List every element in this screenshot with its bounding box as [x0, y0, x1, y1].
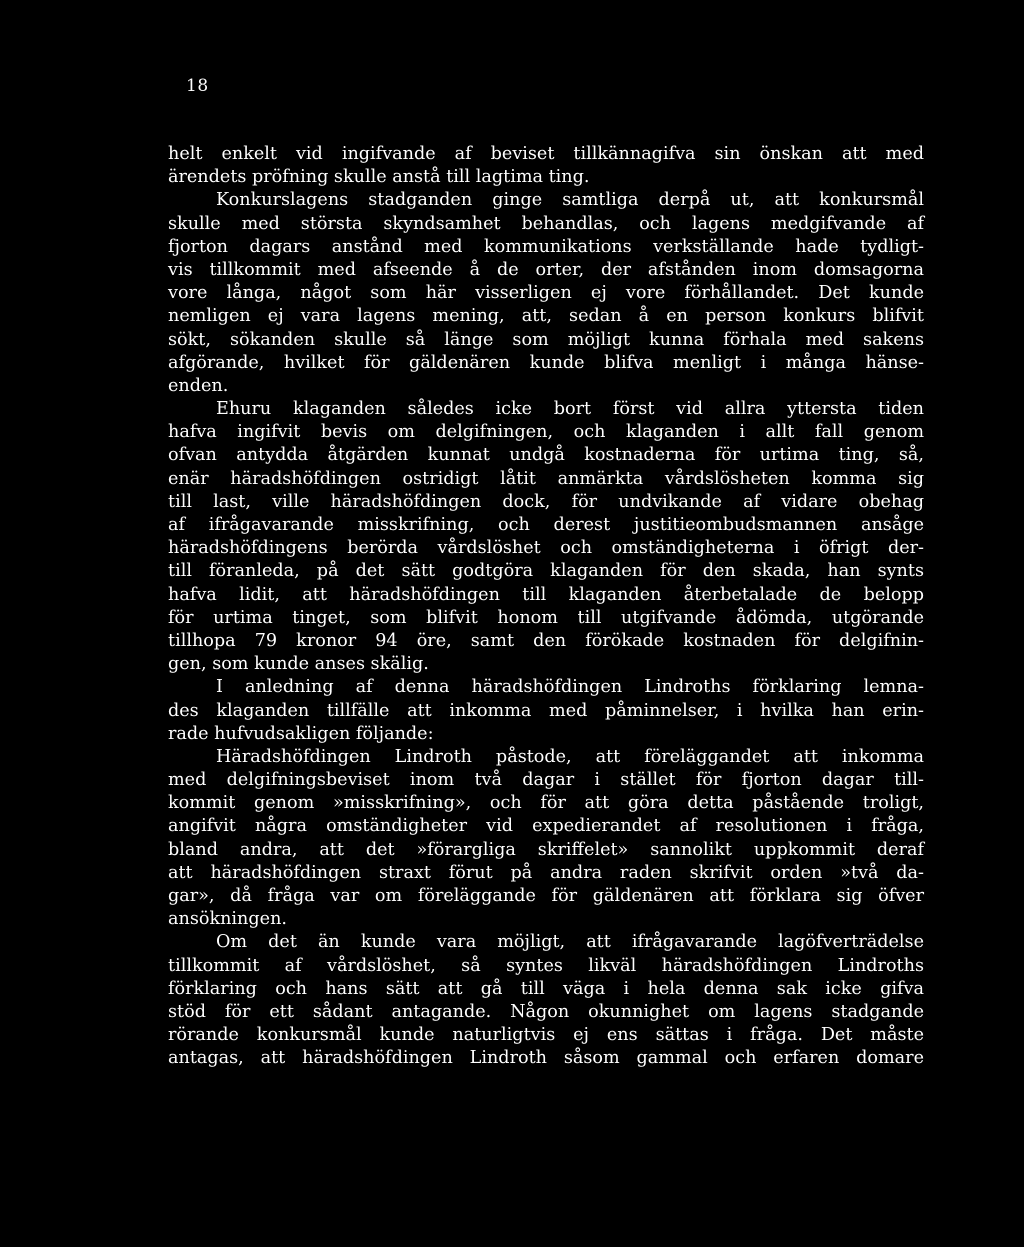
text-line: sökt, sökanden skulle så länge som möjligt kunna förhala med sakens — [168, 329, 924, 350]
text-line: I anledning af denna häradshöfdingen Lindroths förklaring lemna- — [216, 677, 924, 698]
page-number: 18 — [186, 76, 209, 96]
text-line: Om det än kunde vara möjligt, att ifrågavarande lagöfverträdelse — [216, 932, 924, 953]
text-line: antagas, att häradshöfdingen Lindroth såsom gammal och erfaren domare — [168, 1048, 924, 1069]
text-line: des klaganden tillfälle att inkomma med påminnelser, i hvilka han erin- — [168, 700, 924, 721]
text-line: afgörande, hvilket för gäldenären kunde blifva menligt i många hänse- — [168, 352, 924, 373]
body-text — [168, 143, 924, 1071]
text-line: af ifrågavarande misskrifning, och derest justitieombudsmannen ansåge — [168, 515, 924, 535]
text-line: skulle med största skyndsamhet behandlas, och lagens medgifvande af — [168, 213, 924, 234]
text-line: ärendets pröfning skulle anstå till lagtima ting. — [168, 167, 590, 188]
text-line: ansökningen. — [168, 909, 287, 930]
text-line: bland andra, att det »förargliga skriffelet» sannolikt uppkommit deraf — [168, 839, 924, 860]
text-line: hafva lidit, att häradshöfdingen till klaganden återbetalade de belopp — [168, 584, 924, 605]
text-line: rade hufvudsakligen följande: — [168, 723, 434, 744]
text-line: gar», då fråga var om föreläggande för gäldenären att förklara sig öfver — [168, 886, 924, 906]
text-line: enär häradshöfdingen ostridigt låtit anmärkta vårdslösheten komma sig — [168, 468, 924, 489]
text-line: med delgifningsbeviset inom två dagar i stället för fjorton dagar till- — [168, 770, 924, 791]
text-line: för urtima tinget, som blifvit honom till utgifvande ådömda, utgörande — [168, 607, 924, 628]
text-line: Konkurslagens stadganden ginge samtliga derpå ut, att konkursmål — [216, 190, 924, 211]
text-line: helt enkelt vid ingifvande af beviset tillkännagifva sin önskan att med — [168, 144, 924, 164]
text-line: Ehuru klaganden således icke bort först vid allra yttersta tiden — [216, 399, 924, 420]
text-line: fjorton dagars anstånd med kommunikations verkställande hade tydligt- — [168, 236, 924, 257]
text-line: förklaring och hans sätt att gå till väga i hela denna sak icke gifva — [168, 978, 924, 999]
text-line: ofvan antydda åtgärden kunnat undgå kostnaderna för urtima ting, så, — [168, 445, 924, 466]
text-line: vis tillkommit med afseende å de orter, der afstånden inom domsagorna — [168, 259, 924, 280]
text-line: kommit genom »misskrifning», och för att göra detta påstående troligt, — [168, 793, 924, 814]
text-line: Häradshöfdingen Lindroth påstode, att föreläggandet att inkomma — [216, 746, 924, 767]
text-line: att häradshöfdingen straxt förut på andra raden skrifvit orden »två da- — [168, 862, 924, 883]
text-line: häradshöfdingens berörda vårdslöshet och omständigheterna i öfrigt der- — [168, 538, 924, 559]
text-line: till last, ville häradshöfdingen dock, för undvikande af vidare obehag — [168, 491, 924, 512]
text-line: stöd för ett sådant antagande. Någon okunnighet om lagens stadgande — [168, 1001, 924, 1022]
text-line: enden. — [168, 375, 229, 396]
text-line: nemligen ej vara lagens mening, att, sedan å en person konkurs blifvit — [168, 306, 924, 327]
text-line: rörande konkursmål kunde naturligtvis ej ens sättas i fråga. Det måste — [168, 1025, 924, 1046]
text-line: gen, som kunde anses skälig. — [168, 654, 429, 675]
text-line: till föranleda, på det sätt godtgöra klaganden för den skada, han synts — [168, 561, 924, 582]
text-line: hafva ingifvit bevis om delgifningen, och klaganden i allt fall genom — [168, 422, 924, 443]
text-line: angifvit några omständigheter vid expedierandet af resolutionen i fråga, — [168, 816, 924, 837]
text-line: tillhopa 79 kronor 94 öre, samt den förökade kostnaden för delgifnin- — [168, 630, 924, 651]
text-line: tillkommit af vårdslöshet, så syntes likväl häradshöfdingen Lindroths — [168, 955, 924, 976]
text-line: vore långa, något som här visserligen ej vore förhållandet. Det kunde — [168, 283, 924, 304]
